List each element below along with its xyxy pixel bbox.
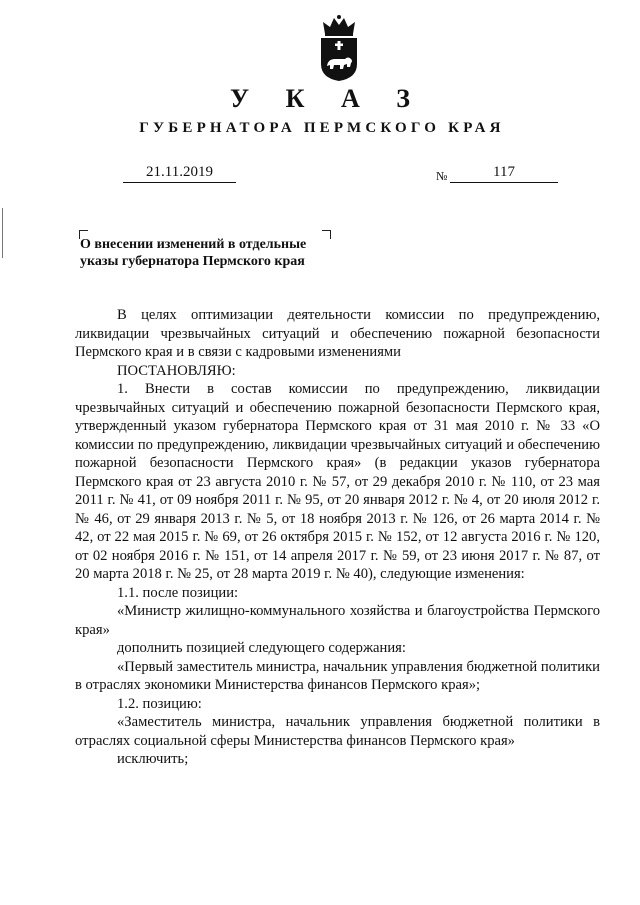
decree-keyword: ПОСТАНОВЛЯЮ: — [117, 362, 236, 379]
document-number: 117 — [450, 162, 558, 183]
clause-text: исключить; — [117, 751, 189, 767]
margin-mark — [2, 208, 3, 258]
subject-line: О внесении изменений в отдельные — [80, 237, 307, 252]
perm-krai-coat-of-arms-icon — [317, 14, 361, 82]
clause-1: 1. Внести в состав комиссии по предупреждению, ликвидации чрезвычайных ситуаций и обеспечению пожарной безопасности Пермского края, утвержденный указом губернатора Пермского края от 31 мая 2010 г. № 33 «О комиссии по предупреждению, ликвидации чрезвычайных ситуаций и обеспечению пожарной безопасности Пермского края» (в редакции указов губернатора Пермского края от 23 августа 2010 г. № 57, от 29 декабря 2010 г. № 110, от 23 мая 2011 г. № 41, от 09 ноября 2011 г. № 95, от 20 января 2012 г. № 4, от 20 июля 2012 г. № 46, от 29 января 2013 г. № 5, от 18 ноября 2013 г. № 126, от 26 марта 2014 г. № 42, от 22 мая 2015 г. № 69, от 26 октября 2015 г. № 152, от 12 августа 2016 г. № 120, от 02 ноября 2016 г. № 151, от 14 апреля 2017 г. № 59, от 23 июня 2017 г. № 87, от 20 марта 2018 г. № 25, от 28 марта 2019 г. № 40), следующие изменения: — [75, 381, 600, 582]
document-subtitle: ГУБЕРНАТОРА ПЕРМСКОГО КРАЯ — [139, 120, 505, 136]
clause-text: дополнить позицией следующего содержания: — [117, 640, 406, 656]
document-subject — [80, 236, 340, 270]
subject-line: указы губернатора Пермского края — [80, 254, 305, 269]
quoted-position: «Министр жилищно-коммунального хозяйства и благоустройства Пермского края» — [75, 603, 600, 638]
preamble-paragraph: В целях оптимизации деятельности комиссии по предупреждению, ликвидации чрезвычайных ситуаций и обеспечению пожарной безопасности Пермского края и в связи с кадровыми изменениями — [75, 307, 600, 360]
number-label: № — [436, 169, 448, 183]
document-date: 21.11.2019 — [123, 162, 236, 183]
quoted-position: «Первый заместитель министра, начальник управления бюджетной политики в отраслях экономики Министерства финансов Пермского края»; — [75, 658, 600, 693]
clause-1-1: 1.1. после позиции: — [117, 584, 239, 601]
quoted-position: «Заместитель министра, начальник управления бюджетной политики в отраслях социальной сферы Министерства финансов Пермского края» — [75, 714, 600, 749]
clause-1-2: 1.2. позицию: — [117, 695, 202, 712]
document-title: У К А З — [230, 84, 425, 113]
document-body — [75, 306, 600, 769]
